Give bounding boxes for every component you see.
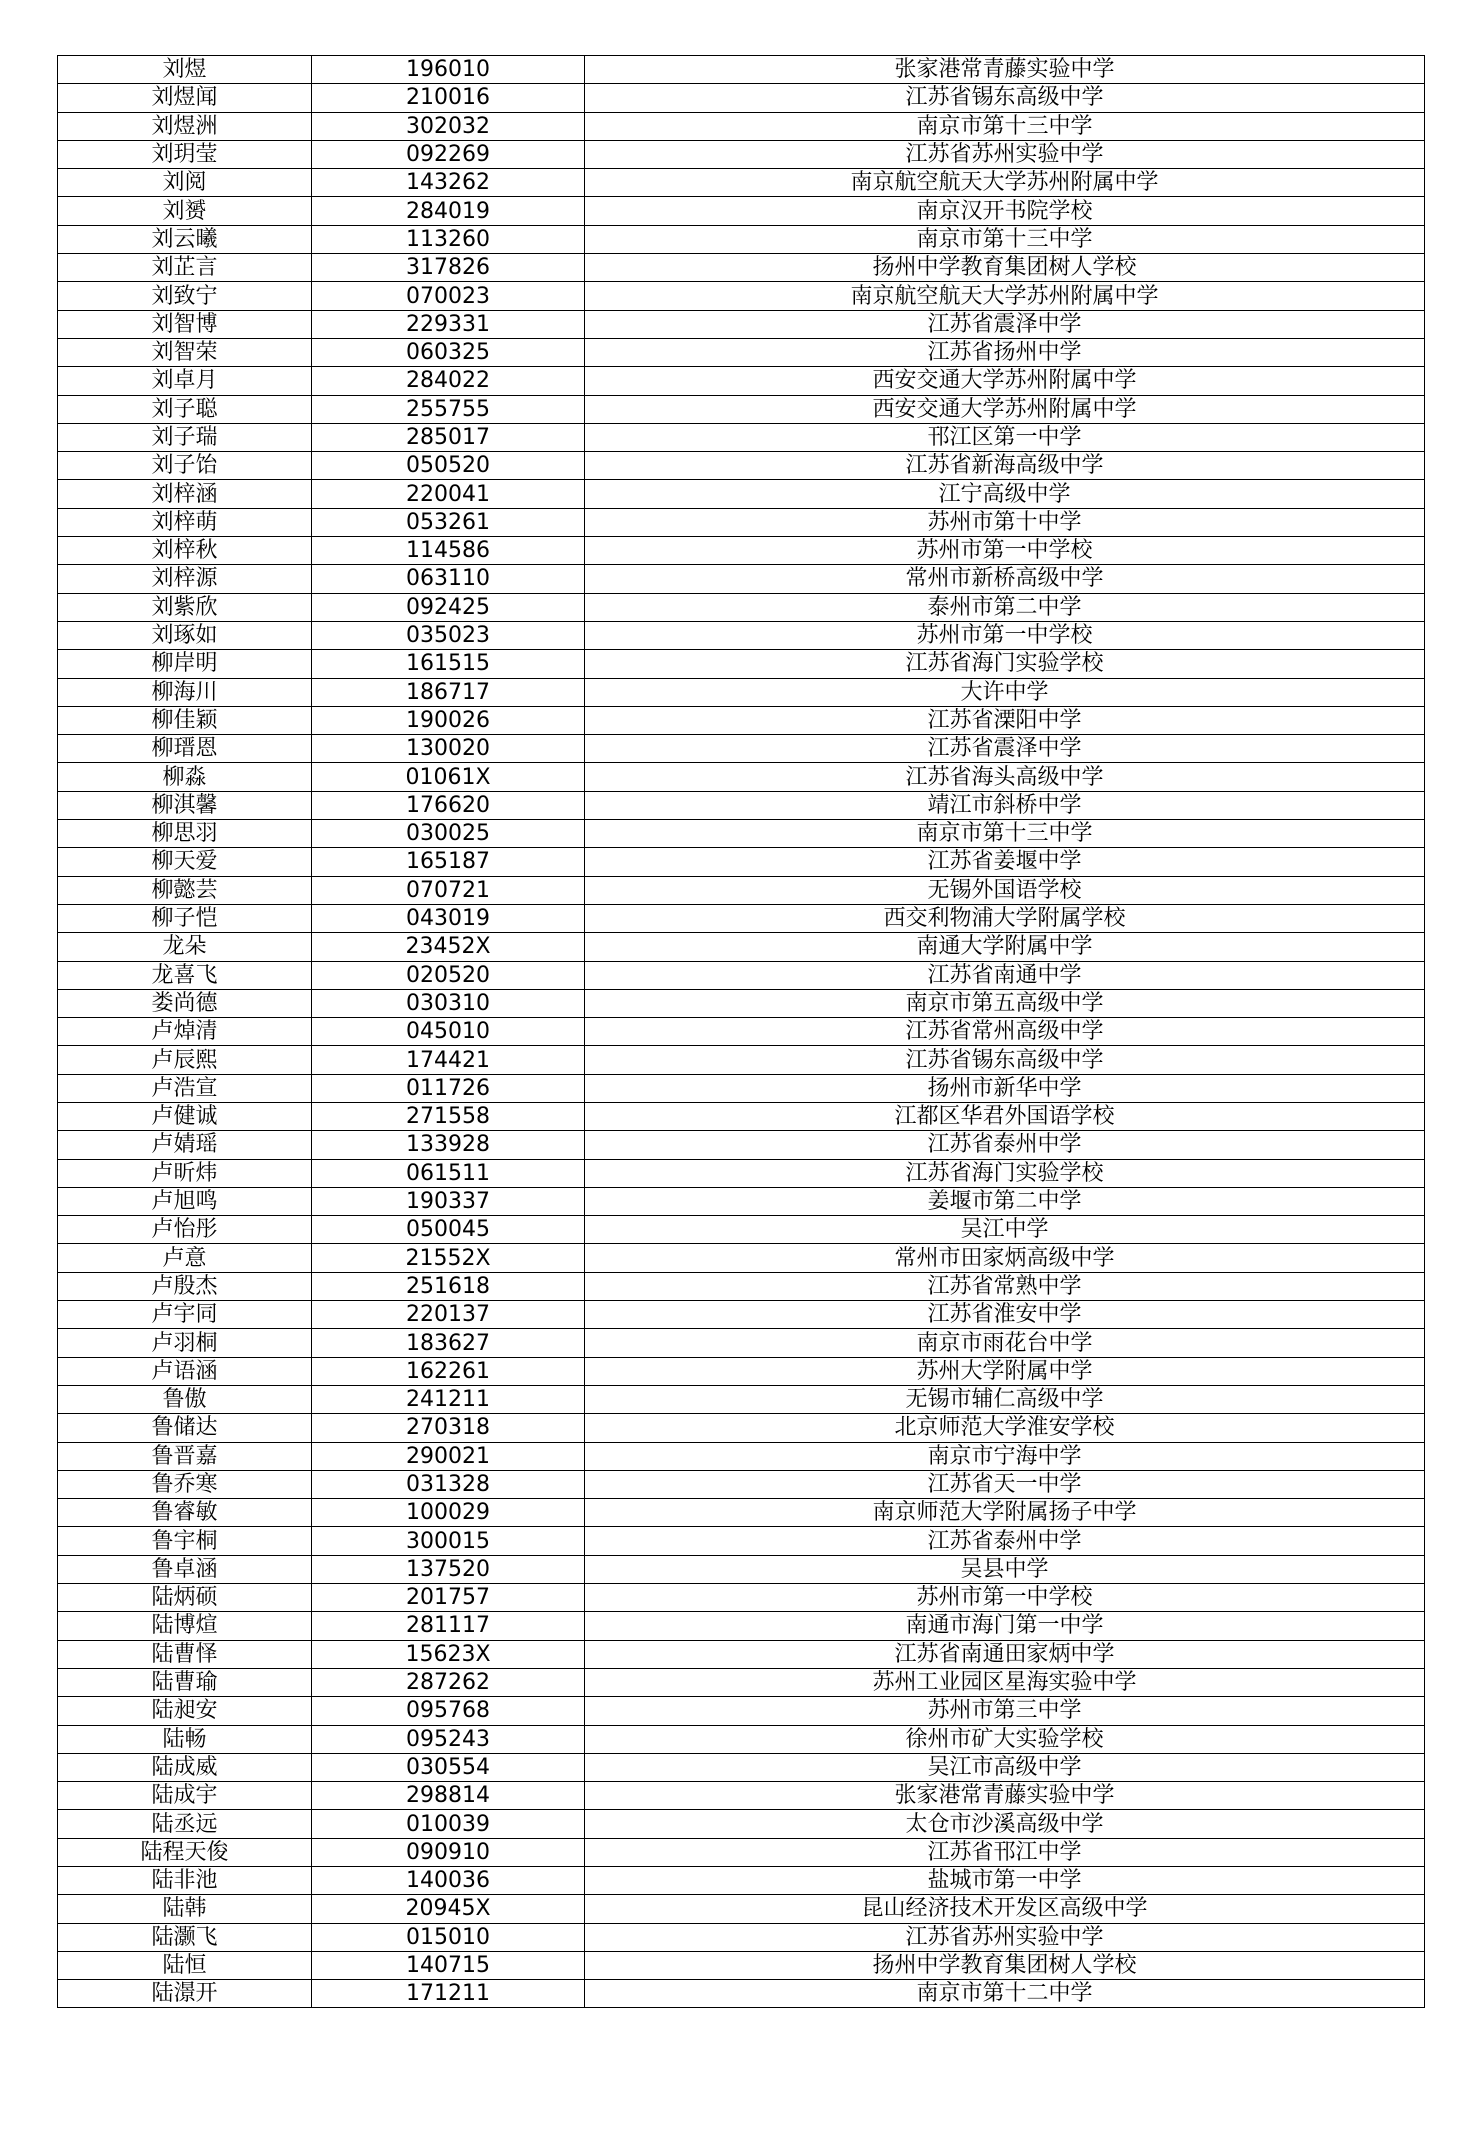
student-name-cell: 陆昶安 xyxy=(58,1697,312,1725)
school-name-cell: 江苏省溧阳中学 xyxy=(585,706,1425,734)
student-name-cell: 卢语涵 xyxy=(58,1357,312,1385)
student-id-cell: 090910 xyxy=(312,1838,585,1866)
school-name-cell: 泰州市第二中学 xyxy=(585,593,1425,621)
student-id-cell: 114586 xyxy=(312,537,585,565)
school-name-cell: 江苏省常州高级中学 xyxy=(585,1018,1425,1046)
student-table xyxy=(57,55,1425,2008)
school-name-cell: 吴县中学 xyxy=(585,1555,1425,1583)
student-id-cell: 113260 xyxy=(312,225,585,253)
student-id-cell: 050520 xyxy=(312,452,585,480)
student-name-cell: 卢婧瑶 xyxy=(58,1131,312,1159)
table-row xyxy=(58,1980,1425,2008)
school-name-cell: 江苏省泰州中学 xyxy=(585,1131,1425,1159)
school-name-cell: 吴江中学 xyxy=(585,1216,1425,1244)
school-name-cell: 江苏省扬州中学 xyxy=(585,338,1425,366)
table-row xyxy=(58,1301,1425,1329)
student-name-cell: 柳岸明 xyxy=(58,650,312,678)
student-id-cell: 255755 xyxy=(312,395,585,423)
student-id-cell: 270318 xyxy=(312,1414,585,1442)
table-row xyxy=(58,140,1425,168)
student-id-cell: 035023 xyxy=(312,621,585,649)
student-id-cell: 20945X xyxy=(312,1895,585,1923)
student-name-cell: 卢意 xyxy=(58,1244,312,1272)
table-row xyxy=(58,112,1425,140)
student-name-cell: 陆炳硕 xyxy=(58,1584,312,1612)
table-row xyxy=(58,763,1425,791)
student-id-cell: 241211 xyxy=(312,1385,585,1413)
table-row xyxy=(58,1216,1425,1244)
school-name-cell: 无锡外国语学校 xyxy=(585,876,1425,904)
table-row xyxy=(58,310,1425,338)
table-row xyxy=(58,1612,1425,1640)
student-id-cell: 070023 xyxy=(312,282,585,310)
table-row xyxy=(58,537,1425,565)
school-name-cell: 南京师范大学附属扬子中学 xyxy=(585,1499,1425,1527)
table-row xyxy=(58,1385,1425,1413)
table-row xyxy=(58,1102,1425,1130)
school-name-cell: 南京汉开书院学校 xyxy=(585,197,1425,225)
table-row xyxy=(58,1499,1425,1527)
school-name-cell: 江苏省天一中学 xyxy=(585,1470,1425,1498)
table-row xyxy=(58,1584,1425,1612)
student-id-cell: 285017 xyxy=(312,423,585,451)
table-body xyxy=(58,56,1425,2008)
school-name-cell: 江苏省苏州实验中学 xyxy=(585,1923,1425,1951)
school-name-cell: 西安交通大学苏州附属中学 xyxy=(585,367,1425,395)
student-id-cell: 137520 xyxy=(312,1555,585,1583)
table-row xyxy=(58,820,1425,848)
school-name-cell: 江苏省锡东高级中学 xyxy=(585,84,1425,112)
student-id-cell: 23452X xyxy=(312,933,585,961)
school-name-cell: 江苏省南通中学 xyxy=(585,961,1425,989)
student-id-cell: 092425 xyxy=(312,593,585,621)
student-name-cell: 刘云曦 xyxy=(58,225,312,253)
student-id-cell: 302032 xyxy=(312,112,585,140)
table-row xyxy=(58,56,1425,84)
student-name-cell: 卢羽桐 xyxy=(58,1329,312,1357)
student-name-cell: 陆畅 xyxy=(58,1725,312,1753)
student-name-cell: 刘梓源 xyxy=(58,565,312,593)
student-name-cell: 陆曹怿 xyxy=(58,1640,312,1668)
school-name-cell: 徐州市矿大实验学校 xyxy=(585,1725,1425,1753)
student-name-cell: 刘煜 xyxy=(58,56,312,84)
school-name-cell: 江苏省淮安中学 xyxy=(585,1301,1425,1329)
student-id-cell: 21552X xyxy=(312,1244,585,1272)
school-name-cell: 江苏省苏州实验中学 xyxy=(585,140,1425,168)
student-id-cell: 020520 xyxy=(312,961,585,989)
student-name-cell: 刘紫欣 xyxy=(58,593,312,621)
school-name-cell: 苏州市第一中学校 xyxy=(585,621,1425,649)
school-name-cell: 苏州市第十中学 xyxy=(585,508,1425,536)
school-name-cell: 江苏省海门实验学校 xyxy=(585,650,1425,678)
school-name-cell: 邗江区第一中学 xyxy=(585,423,1425,451)
student-name-cell: 鲁卓涵 xyxy=(58,1555,312,1583)
table-row xyxy=(58,1018,1425,1046)
student-name-cell: 柳懿芸 xyxy=(58,876,312,904)
student-name-cell: 陆成宇 xyxy=(58,1782,312,1810)
school-name-cell: 苏州市第一中学校 xyxy=(585,1584,1425,1612)
table-row xyxy=(58,1923,1425,1951)
student-id-cell: 210016 xyxy=(312,84,585,112)
student-name-cell: 刘子饴 xyxy=(58,452,312,480)
school-name-cell: 苏州市第一中学校 xyxy=(585,537,1425,565)
student-id-cell: 092269 xyxy=(312,140,585,168)
school-name-cell: 姜堰市第二中学 xyxy=(585,1187,1425,1215)
table-row xyxy=(58,1725,1425,1753)
student-id-cell: 030310 xyxy=(312,989,585,1017)
table-row xyxy=(58,706,1425,734)
table-row xyxy=(58,1074,1425,1102)
table-row xyxy=(58,1159,1425,1187)
student-name-cell: 刘智博 xyxy=(58,310,312,338)
student-name-cell: 陆成威 xyxy=(58,1753,312,1781)
student-id-cell: 050045 xyxy=(312,1216,585,1244)
student-name-cell: 鲁傲 xyxy=(58,1385,312,1413)
student-name-cell: 柳天爱 xyxy=(58,848,312,876)
table-row xyxy=(58,338,1425,366)
school-name-cell: 苏州大学附属中学 xyxy=(585,1357,1425,1385)
student-name-cell: 卢浩宣 xyxy=(58,1074,312,1102)
school-name-cell: 江都区华君外国语学校 xyxy=(585,1102,1425,1130)
school-name-cell: 苏州市第三中学 xyxy=(585,1697,1425,1725)
student-name-cell: 刘琢如 xyxy=(58,621,312,649)
table-row xyxy=(58,1668,1425,1696)
school-name-cell: 张家港常青藤实验中学 xyxy=(585,56,1425,84)
table-row xyxy=(58,1782,1425,1810)
table-row xyxy=(58,791,1425,819)
school-name-cell: 无锡市辅仁高级中学 xyxy=(585,1385,1425,1413)
school-name-cell: 太仓市沙溪高级中学 xyxy=(585,1810,1425,1838)
table-row xyxy=(58,904,1425,932)
table-row xyxy=(58,1838,1425,1866)
student-name-cell: 柳思羽 xyxy=(58,820,312,848)
student-name-cell: 卢焯清 xyxy=(58,1018,312,1046)
school-name-cell: 扬州中学教育集团树人学校 xyxy=(585,254,1425,282)
student-id-cell: 190337 xyxy=(312,1187,585,1215)
school-name-cell: 北京师范大学淮安学校 xyxy=(585,1414,1425,1442)
table-row xyxy=(58,1697,1425,1725)
student-name-cell: 刘梓秋 xyxy=(58,537,312,565)
student-name-cell: 刘子聪 xyxy=(58,395,312,423)
student-name-cell: 刘智荣 xyxy=(58,338,312,366)
student-id-cell: 196010 xyxy=(312,56,585,84)
school-name-cell: 江苏省泰州中学 xyxy=(585,1527,1425,1555)
student-name-cell: 鲁晋嘉 xyxy=(58,1442,312,1470)
table-row xyxy=(58,1527,1425,1555)
student-id-cell: 070721 xyxy=(312,876,585,904)
table-row xyxy=(58,876,1425,904)
school-name-cell: 江苏省新海高级中学 xyxy=(585,452,1425,480)
table-row xyxy=(58,1895,1425,1923)
school-name-cell: 江苏省常熟中学 xyxy=(585,1272,1425,1300)
student-id-cell: 010039 xyxy=(312,1810,585,1838)
table-row xyxy=(58,254,1425,282)
student-id-cell: 287262 xyxy=(312,1668,585,1696)
school-name-cell: 南京市雨花台中学 xyxy=(585,1329,1425,1357)
student-id-cell: 161515 xyxy=(312,650,585,678)
table-row xyxy=(58,1357,1425,1385)
student-name-cell: 卢辰熙 xyxy=(58,1046,312,1074)
student-id-cell: 183627 xyxy=(312,1329,585,1357)
student-name-cell: 柳佳颖 xyxy=(58,706,312,734)
student-id-cell: 281117 xyxy=(312,1612,585,1640)
school-name-cell: 常州市新桥高级中学 xyxy=(585,565,1425,593)
school-name-cell: 南京市第十三中学 xyxy=(585,225,1425,253)
table-row xyxy=(58,1329,1425,1357)
school-name-cell: 扬州中学教育集团树人学校 xyxy=(585,1951,1425,1979)
school-name-cell: 江苏省锡东高级中学 xyxy=(585,1046,1425,1074)
school-name-cell: 吴江市高级中学 xyxy=(585,1753,1425,1781)
student-name-cell: 鲁睿敏 xyxy=(58,1499,312,1527)
student-id-cell: 290021 xyxy=(312,1442,585,1470)
student-id-cell: 165187 xyxy=(312,848,585,876)
student-id-cell: 186717 xyxy=(312,678,585,706)
student-name-cell: 柳淇馨 xyxy=(58,791,312,819)
student-name-cell: 陆丞远 xyxy=(58,1810,312,1838)
table-row xyxy=(58,961,1425,989)
student-name-cell: 刘阅 xyxy=(58,169,312,197)
table-row xyxy=(58,508,1425,536)
student-name-cell: 卢殷杰 xyxy=(58,1272,312,1300)
student-name-cell: 龙喜飞 xyxy=(58,961,312,989)
table-row xyxy=(58,989,1425,1017)
student-name-cell: 龙朵 xyxy=(58,933,312,961)
student-id-cell: 045010 xyxy=(312,1018,585,1046)
student-id-cell: 298814 xyxy=(312,1782,585,1810)
student-id-cell: 190026 xyxy=(312,706,585,734)
table-row xyxy=(58,593,1425,621)
student-id-cell: 140036 xyxy=(312,1867,585,1895)
student-name-cell: 卢宇同 xyxy=(58,1301,312,1329)
table-row xyxy=(58,169,1425,197)
school-name-cell: 西交利物浦大学附属学校 xyxy=(585,904,1425,932)
school-name-cell: 昆山经济技术开发区高级中学 xyxy=(585,1895,1425,1923)
table-row xyxy=(58,1131,1425,1159)
school-name-cell: 南京市第十三中学 xyxy=(585,112,1425,140)
table-row xyxy=(58,225,1425,253)
school-name-cell: 南京市第五高级中学 xyxy=(585,989,1425,1017)
school-name-cell: 南京航空航天大学苏州附属中学 xyxy=(585,169,1425,197)
student-id-cell: 300015 xyxy=(312,1527,585,1555)
table-row xyxy=(58,1810,1425,1838)
student-id-cell: 030554 xyxy=(312,1753,585,1781)
table-row xyxy=(58,84,1425,112)
school-name-cell: 江苏省海门实验学校 xyxy=(585,1159,1425,1187)
student-name-cell: 鲁乔寒 xyxy=(58,1470,312,1498)
student-id-cell: 01061X xyxy=(312,763,585,791)
table-row xyxy=(58,423,1425,451)
student-id-cell: 031328 xyxy=(312,1470,585,1498)
student-id-cell: 176620 xyxy=(312,791,585,819)
school-name-cell: 南京市宁海中学 xyxy=(585,1442,1425,1470)
school-name-cell: 江宁高级中学 xyxy=(585,480,1425,508)
student-id-cell: 063110 xyxy=(312,565,585,593)
student-id-cell: 043019 xyxy=(312,904,585,932)
student-name-cell: 柳淼 xyxy=(58,763,312,791)
student-id-cell: 030025 xyxy=(312,820,585,848)
student-name-cell: 陆程天俊 xyxy=(58,1838,312,1866)
school-name-cell: 张家港常青藤实验中学 xyxy=(585,1782,1425,1810)
school-name-cell: 南京市第十二中学 xyxy=(585,1980,1425,2008)
school-name-cell: 江苏省震泽中学 xyxy=(585,310,1425,338)
student-name-cell: 刘卓月 xyxy=(58,367,312,395)
student-name-cell: 卢旭鸣 xyxy=(58,1187,312,1215)
table-row xyxy=(58,282,1425,310)
school-name-cell: 盐城市第一中学 xyxy=(585,1867,1425,1895)
school-name-cell: 苏州工业园区星海实验中学 xyxy=(585,1668,1425,1696)
student-id-cell: 015010 xyxy=(312,1923,585,1951)
student-name-cell: 柳瑨恩 xyxy=(58,735,312,763)
table-row xyxy=(58,1046,1425,1074)
student-id-cell: 060325 xyxy=(312,338,585,366)
student-id-cell: 130020 xyxy=(312,735,585,763)
student-name-cell: 陆博煊 xyxy=(58,1612,312,1640)
student-id-cell: 201757 xyxy=(312,1584,585,1612)
school-name-cell: 江苏省南通田家炳中学 xyxy=(585,1640,1425,1668)
student-id-cell: 284019 xyxy=(312,197,585,225)
student-name-cell: 刘芷言 xyxy=(58,254,312,282)
table-row xyxy=(58,1951,1425,1979)
table-row xyxy=(58,1867,1425,1895)
student-id-cell: 143262 xyxy=(312,169,585,197)
student-name-cell: 刘煜闻 xyxy=(58,84,312,112)
table-row xyxy=(58,1272,1425,1300)
student-id-cell: 011726 xyxy=(312,1074,585,1102)
table-row xyxy=(58,1442,1425,1470)
student-id-cell: 251618 xyxy=(312,1272,585,1300)
school-name-cell: 江苏省震泽中学 xyxy=(585,735,1425,763)
table-row xyxy=(58,621,1425,649)
student-name-cell: 鲁储达 xyxy=(58,1414,312,1442)
student-id-cell: 174421 xyxy=(312,1046,585,1074)
student-name-cell: 陆灏飞 xyxy=(58,1923,312,1951)
student-id-cell: 171211 xyxy=(312,1980,585,2008)
school-name-cell: 常州市田家炳高级中学 xyxy=(585,1244,1425,1272)
table-row xyxy=(58,1414,1425,1442)
student-name-cell: 陆澋开 xyxy=(58,1980,312,2008)
table-row xyxy=(58,848,1425,876)
school-name-cell: 南通大学附属中学 xyxy=(585,933,1425,961)
school-name-cell: 江苏省姜堰中学 xyxy=(585,848,1425,876)
student-name-cell: 柳子恺 xyxy=(58,904,312,932)
school-name-cell: 靖江市斜桥中学 xyxy=(585,791,1425,819)
table-row xyxy=(58,933,1425,961)
student-id-cell: 229331 xyxy=(312,310,585,338)
student-id-cell: 220041 xyxy=(312,480,585,508)
student-name-cell: 刘致宁 xyxy=(58,282,312,310)
student-name-cell: 卢昕炜 xyxy=(58,1159,312,1187)
student-id-cell: 095768 xyxy=(312,1697,585,1725)
school-name-cell: 南京航空航天大学苏州附属中学 xyxy=(585,282,1425,310)
student-id-cell: 100029 xyxy=(312,1499,585,1527)
student-id-cell: 133928 xyxy=(312,1131,585,1159)
student-id-cell: 095243 xyxy=(312,1725,585,1753)
student-name-cell: 刘玥莹 xyxy=(58,140,312,168)
school-name-cell: 南通市海门第一中学 xyxy=(585,1612,1425,1640)
student-name-cell: 刘煜洲 xyxy=(58,112,312,140)
table-row xyxy=(58,395,1425,423)
student-id-cell: 15623X xyxy=(312,1640,585,1668)
student-name-cell: 柳海川 xyxy=(58,678,312,706)
student-id-cell: 162261 xyxy=(312,1357,585,1385)
table-row xyxy=(58,1470,1425,1498)
table-row xyxy=(58,678,1425,706)
school-name-cell: 江苏省海头高级中学 xyxy=(585,763,1425,791)
school-name-cell: 江苏省邗江中学 xyxy=(585,1838,1425,1866)
student-id-cell: 220137 xyxy=(312,1301,585,1329)
table-row xyxy=(58,650,1425,678)
school-name-cell: 扬州市新华中学 xyxy=(585,1074,1425,1102)
student-name-cell: 陆曹瑜 xyxy=(58,1668,312,1696)
student-name-cell: 卢怡彤 xyxy=(58,1216,312,1244)
table-row xyxy=(58,1753,1425,1781)
student-name-cell: 刘梓萌 xyxy=(58,508,312,536)
student-id-cell: 061511 xyxy=(312,1159,585,1187)
student-id-cell: 317826 xyxy=(312,254,585,282)
student-id-cell: 284022 xyxy=(312,367,585,395)
table-row xyxy=(58,367,1425,395)
table-row xyxy=(58,197,1425,225)
table-row xyxy=(58,1187,1425,1215)
student-id-cell: 140715 xyxy=(312,1951,585,1979)
student-name-cell: 陆恒 xyxy=(58,1951,312,1979)
student-name-cell: 陆韩 xyxy=(58,1895,312,1923)
table-row xyxy=(58,452,1425,480)
student-name-cell: 陆非池 xyxy=(58,1867,312,1895)
table-row xyxy=(58,1640,1425,1668)
school-name-cell: 西安交通大学苏州附属中学 xyxy=(585,395,1425,423)
student-id-cell: 053261 xyxy=(312,508,585,536)
student-name-cell: 刘梓涵 xyxy=(58,480,312,508)
table-row xyxy=(58,1555,1425,1583)
student-id-cell: 271558 xyxy=(312,1102,585,1130)
student-name-cell: 鲁宇桐 xyxy=(58,1527,312,1555)
school-name-cell: 大许中学 xyxy=(585,678,1425,706)
table-row xyxy=(58,735,1425,763)
student-name-cell: 卢健诚 xyxy=(58,1102,312,1130)
student-name-cell: 刘子瑞 xyxy=(58,423,312,451)
school-name-cell: 南京市第十三中学 xyxy=(585,820,1425,848)
table-row xyxy=(58,480,1425,508)
table-row xyxy=(58,1244,1425,1272)
student-name-cell: 娄尚德 xyxy=(58,989,312,1017)
table-row xyxy=(58,565,1425,593)
student-name-cell: 刘赟 xyxy=(58,197,312,225)
